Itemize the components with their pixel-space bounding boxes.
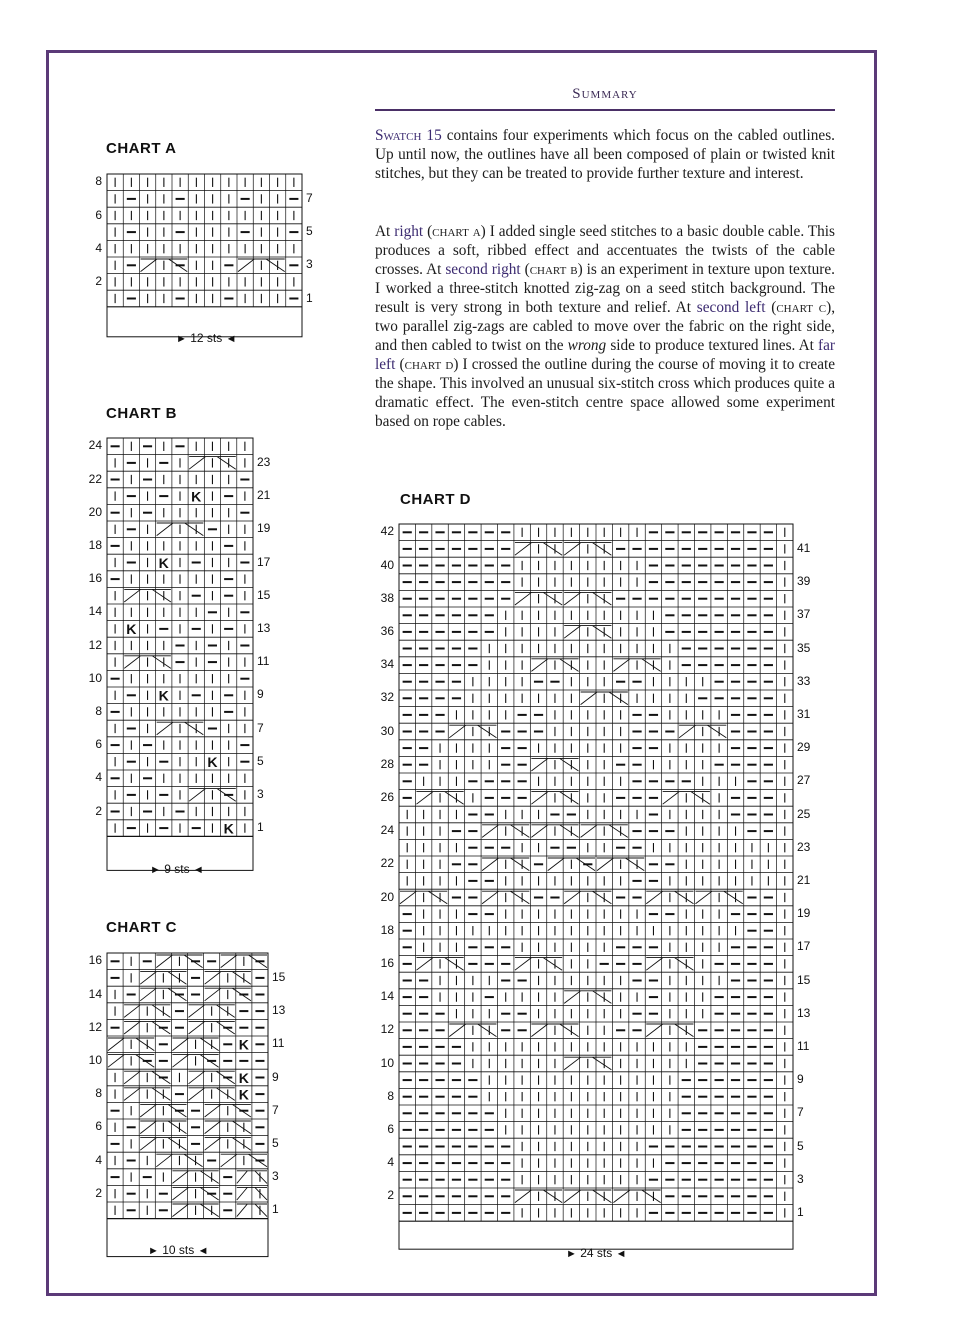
chart-a-title: CHART A [106,140,177,157]
row-number-right: 13 [257,620,271,635]
row-number-left: 42 [380,524,394,539]
summary-paragraph-1 [375,126,835,183]
chart-svg [106,952,269,1258]
text-run: ) is an experiment in texture upon texture. I worked a three-stitch knotted zig-zag on a seed stitch background. The result is very strong in both texture and relief. At [375,261,835,316]
row-number-left: 36 [380,623,394,638]
row-number-right: 13 [797,1005,811,1020]
row-number-left: 12 [88,637,102,652]
row-number-right: 3 [272,1169,279,1184]
chart-svg [106,437,254,871]
chart-b-title: CHART B [106,405,177,422]
row-number-left: 20 [380,889,394,904]
row-number-right: 5 [797,1138,804,1153]
row-number-left: 14 [380,989,394,1004]
text-run: ( [520,261,530,278]
chart-b-stitch-count: ► 9 sts ◄ [150,862,204,876]
row-number-left: 8 [387,1088,394,1103]
row-number-left: 18 [380,922,394,937]
chart-d-stitch-count: ► 24 sts ◄ [566,1246,627,1260]
row-number-right: 5 [257,753,264,768]
text-run: side to produce textured lines. At [606,337,819,354]
ref-second-right: second right [445,261,521,278]
row-number-right: 7 [257,720,264,735]
knot-symbol: K [223,820,234,837]
row-number-left: 22 [88,471,102,486]
chart-d-sts-label: 24 sts [580,1246,613,1260]
text-run: ) I added single seed stitches to a basic double cable. This produces a soft, ribbed effect and accentuates the twists of the cable crosses. At [375,223,835,278]
row-number-right: 17 [257,554,271,569]
row-number-left: 16 [88,953,102,968]
row-number-right: 35 [797,640,811,655]
row-number-left: 8 [95,174,102,189]
knot-symbol: K [158,554,169,571]
chart-b-sts-label: 9 sts [164,862,190,876]
row-number-left: 10 [88,1052,102,1067]
row-number-right: 27 [797,773,811,788]
emphasis-wrong: wrong [567,337,607,354]
row-number-left: 30 [380,723,394,738]
knot-symbol: K [238,1069,249,1086]
row-number-left: 22 [380,856,394,871]
row-number-left: 28 [380,756,394,771]
knot-symbol: K [207,754,218,771]
row-number-right: 23 [257,454,271,469]
text-run: ) I crossed the outline during the course of moving it to create the shape. This involved an unusual six-stitch cross which produces quite a dramatic effect. The even-stitch centre space allowed some experiment based on rope cables. [375,356,836,430]
row-number-right: 5 [306,224,313,239]
row-number-right: 19 [797,906,811,921]
row-number-left: 6 [95,207,102,222]
row-number-right: 29 [797,740,811,755]
knot-symbol: K [238,1036,249,1053]
row-number-left: 4 [95,1152,102,1167]
row-number-right: 31 [797,706,811,721]
row-number-right: 1 [257,820,264,835]
row-number-right: 7 [272,1102,279,1117]
row-number-right: 1 [272,1202,279,1217]
row-number-left: 4 [387,1155,394,1170]
row-number-right: 11 [797,1038,810,1053]
row-number-left: 6 [95,1119,102,1134]
row-number-right: 9 [797,1072,804,1087]
chart-b-grid [88,437,271,871]
row-number-right: 37 [797,607,811,622]
row-number-right: 21 [797,872,811,887]
row-number-right: 3 [306,257,313,272]
row-number-right: 39 [797,574,811,589]
row-number-right: 15 [797,972,811,987]
row-number-right: 3 [257,786,264,801]
row-number-right: 9 [272,1069,279,1084]
chart-d-title: CHART D [400,491,471,508]
row-number-right: 11 [272,1036,285,1051]
chart-c-stitch-count: ► 10 sts ◄ [148,1243,209,1257]
paragraph-1-text: contains four experiments which focus on the cabled outlines. Up until now, the outlines have all been composed of plain or twisted knit stitches, but they can be treated to provide further texture and interest. [375,127,835,182]
row-number-left: 16 [88,571,102,586]
chart-a-ref: chart a [432,223,481,240]
row-number-right: 7 [306,190,313,205]
text-run: At [375,223,395,240]
row-number-right: 19 [257,521,271,536]
row-number-left: 18 [88,537,102,552]
row-number-left: 32 [380,690,394,705]
row-number-right: 25 [797,806,811,821]
ref-second-left: second left [696,299,766,316]
chart-a-stitch-count: ► 12 sts ◄ [176,331,237,345]
row-number-left: 2 [95,273,102,288]
chart-c-title: CHART C [106,919,177,936]
row-number-left: 38 [380,590,394,605]
chart-c-sts-label: 10 sts [162,1243,195,1257]
summary-rule [375,109,835,111]
row-number-left: 8 [95,703,102,718]
row-number-right: 9 [257,687,264,702]
row-number-left: 14 [88,604,102,619]
row-number-right: 1 [306,290,313,305]
ref-far-left: far left [375,337,835,373]
row-number-right: 11 [257,654,270,669]
knot-symbol: K [158,687,169,704]
row-number-left: 12 [88,1019,102,1034]
row-number-right: 15 [257,587,271,602]
chart-d-ref: chart d [404,356,454,373]
text-run: ( [423,223,433,240]
row-number-right: 1 [797,1204,804,1219]
summary-paragraph-2 [375,222,835,431]
knot-symbol: K [126,621,137,638]
knot-symbol: K [191,488,202,505]
row-number-left: 4 [95,770,102,785]
summary-heading: Summary [572,86,638,102]
row-number-right: 13 [272,1003,286,1018]
text-run: ( [765,299,777,316]
row-number-right: 41 [797,540,811,555]
row-number-left: 10 [380,1055,394,1070]
row-number-left: 6 [387,1121,394,1136]
row-number-left: 12 [380,1022,394,1037]
swatch-label: Swatch 15 [375,127,442,144]
chart-svg [106,173,303,338]
row-number-right: 23 [797,839,811,854]
row-number-left: 16 [380,955,394,970]
chart-b-ref: chart b [529,261,578,278]
row-number-left: 8 [95,1086,102,1101]
ref-right: right [394,223,424,240]
text-run: ( [395,356,405,373]
row-number-left: 4 [95,240,102,255]
knot-symbol: K [238,1086,249,1103]
row-number-left: 2 [95,1185,102,1200]
row-number-right: 15 [272,969,286,984]
row-number-right: 7 [797,1105,804,1120]
row-number-left: 24 [88,438,102,453]
row-number-left: 10 [88,670,102,685]
row-number-right: 5 [272,1135,279,1150]
row-number-left: 14 [88,986,102,1001]
row-number-left: 2 [95,803,102,818]
text-run: ), two parallel zig-zags are cabled to move over the fabric on the right side, and then cabled to twist on the [375,299,836,354]
row-number-left: 34 [380,657,394,672]
chart-a-sts-label: 12 sts [190,331,223,345]
row-number-left: 40 [380,557,394,572]
chart-d-grid [380,523,811,1250]
row-number-left: 26 [380,789,394,804]
chart-svg [398,523,794,1250]
chart-c-grid [88,952,286,1258]
row-number-left: 24 [380,823,394,838]
row-number-right: 17 [797,939,811,954]
row-number-right: 3 [797,1171,804,1186]
row-number-right: 33 [797,673,811,688]
row-number-right: 21 [257,488,271,503]
row-number-left: 2 [387,1188,394,1203]
chart-a-grid [95,173,313,338]
row-number-left: 20 [88,504,102,519]
row-number-left: 6 [95,737,102,752]
chart-c-ref: chart c [776,299,827,316]
